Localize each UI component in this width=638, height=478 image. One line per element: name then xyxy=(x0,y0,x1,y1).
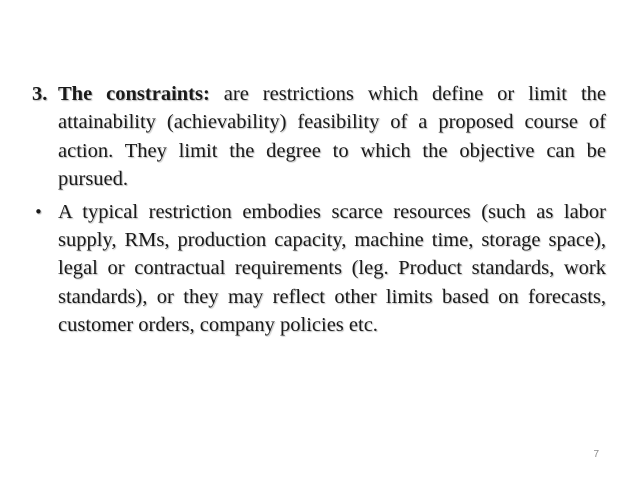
bullet-text: A typical restriction embodies scarce resources (such as labor supply, RMs, production capacity, machine time, storage space), legal or contractual requirements (leg. Product standards, work standards), or they may reflect other limits based on forecasts, customer orders, company policies etc. xyxy=(58,200,606,337)
item-body: are restrictions which define or limit the attainability (achievability) feasibility of a proposed course of action. They limit the degree to which the objective can be pursued. xyxy=(58,83,606,191)
item-heading: The constraints: xyxy=(58,83,210,105)
bullet-item xyxy=(32,198,606,340)
page-number: 7 xyxy=(593,449,599,460)
slide-content xyxy=(32,80,606,340)
numbered-item xyxy=(32,80,606,194)
item-number: 3. xyxy=(32,83,48,105)
item-text xyxy=(58,80,606,194)
bullet-icon: • xyxy=(34,202,43,221)
